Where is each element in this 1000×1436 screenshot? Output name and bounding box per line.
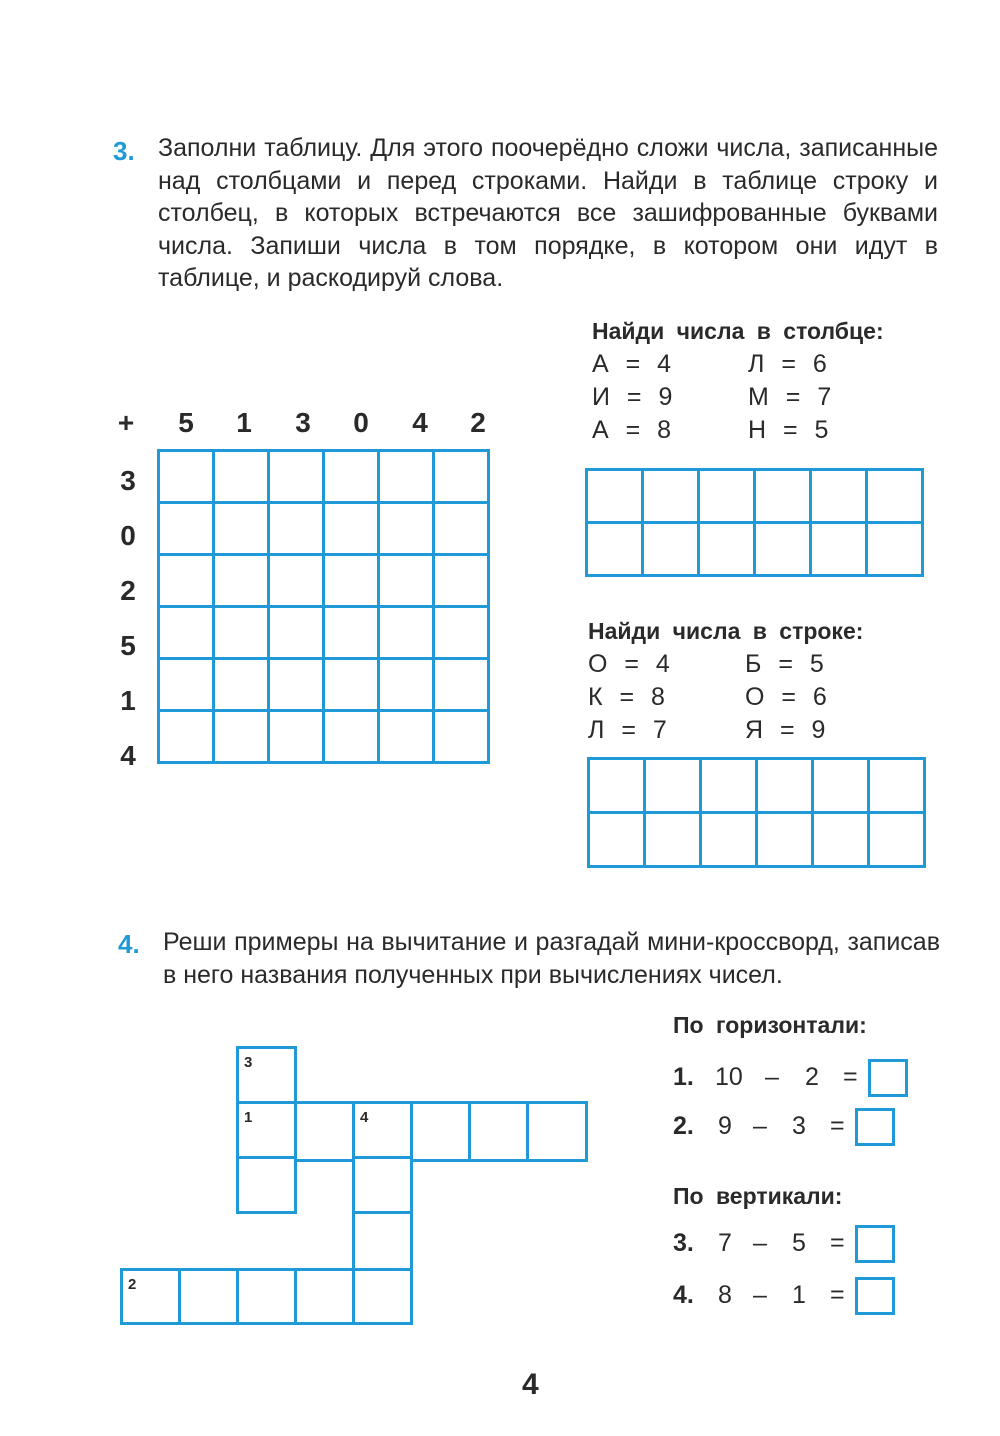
table-cell[interactable]	[324, 607, 379, 659]
clue-number: 4.	[673, 1280, 694, 1309]
addition-table[interactable]	[157, 449, 490, 764]
answer-cell[interactable]	[589, 759, 645, 813]
column-header: 0	[353, 407, 369, 438]
column-header: 5	[178, 407, 194, 438]
table-cell[interactable]	[214, 711, 269, 763]
row-header: 3	[120, 465, 136, 496]
clue-operand: 2	[805, 1062, 819, 1091]
answer-cell[interactable]	[811, 470, 867, 523]
task-3-text: Заполни таблицу. Для этого поочерёдно сложи числа, записанные над столбцами и перед строками. Найди в таблице строку и столбец, в которых встречаются все зашифрованные буквами числа. Запиши числа в том порядке, в котором они идут в таблице, и раскодируй слова.	[158, 134, 938, 292]
clue-operand: 8	[718, 1280, 732, 1309]
table-cell[interactable]	[379, 711, 434, 763]
column-answer-grid[interactable]	[585, 468, 924, 577]
answer-box[interactable]	[855, 1108, 895, 1146]
crossword-cell[interactable]	[236, 1046, 297, 1107]
table-row	[587, 470, 923, 523]
answer-cell[interactable]	[587, 470, 643, 523]
table-cell[interactable]	[269, 711, 324, 763]
table-cell[interactable]	[379, 451, 434, 503]
vertical-title: По вертикали:	[673, 1183, 843, 1209]
crossword-cell[interactable]	[352, 1268, 413, 1325]
table-cell[interactable]	[214, 659, 269, 711]
crossword-cell[interactable]	[352, 1156, 413, 1214]
clue-equals: =	[830, 1228, 845, 1257]
answer-cell[interactable]	[867, 523, 923, 576]
code-entry: К = 8	[588, 683, 665, 711]
table-cell[interactable]	[324, 451, 379, 503]
code-row	[592, 416, 828, 445]
table-row	[159, 555, 489, 607]
table-row	[589, 759, 925, 813]
clue-number: 1.	[673, 1062, 694, 1091]
table-row	[159, 451, 489, 503]
crossword-cell[interactable]	[352, 1101, 413, 1162]
crossword-clue-number: 4	[360, 1109, 369, 1126]
table-cell[interactable]	[379, 503, 434, 555]
table-row	[587, 523, 923, 576]
table-cell[interactable]	[269, 555, 324, 607]
row-header: 1	[120, 685, 136, 716]
table-cell[interactable]	[269, 659, 324, 711]
answer-cell[interactable]	[811, 523, 867, 576]
answer-cell[interactable]	[869, 759, 925, 813]
clue-row	[673, 1059, 908, 1097]
crossword-cell[interactable]	[120, 1268, 181, 1325]
column-header: 2	[470, 407, 486, 438]
crossword-cell[interactable]	[294, 1101, 355, 1162]
answer-cell[interactable]	[589, 813, 645, 867]
code-row	[592, 350, 827, 379]
code-row	[592, 383, 831, 412]
clue-operand: 9	[718, 1111, 732, 1140]
answer-cell[interactable]	[869, 813, 925, 867]
crossword-cell[interactable]	[526, 1101, 588, 1162]
row-answer-grid[interactable]	[587, 757, 926, 868]
task-4-text: Реши примеры на вычитание и разгадай мини-кроссворд, записав в него названия полученных при вычислениях чисел.	[163, 928, 940, 989]
answer-cell[interactable]	[701, 813, 757, 867]
row-search-title: Найди числа в строке:	[588, 618, 864, 644]
table-cell[interactable]	[214, 555, 269, 607]
clue-row	[673, 1108, 895, 1146]
row-header: 2	[120, 575, 136, 606]
answer-cell[interactable]	[813, 813, 869, 867]
clue-equals: =	[843, 1062, 858, 1091]
answer-cell[interactable]	[699, 523, 755, 576]
table-cell[interactable]	[434, 607, 489, 659]
code-entry: А = 8	[592, 416, 672, 444]
column-header: 4	[412, 407, 428, 438]
code-row	[588, 716, 825, 745]
table-cell[interactable]	[159, 451, 214, 503]
table-cell[interactable]	[159, 555, 214, 607]
clue-operand: 1	[792, 1280, 806, 1309]
answer-cell[interactable]	[699, 470, 755, 523]
clue-equals: =	[830, 1111, 845, 1140]
table-cell[interactable]	[214, 607, 269, 659]
answer-cell[interactable]	[755, 523, 811, 576]
table-cell[interactable]	[269, 503, 324, 555]
table-cell[interactable]	[434, 451, 489, 503]
clue-operand: 10	[715, 1062, 743, 1091]
crossword-cell[interactable]	[236, 1101, 297, 1162]
table-row	[159, 711, 489, 763]
clue-operator: –	[765, 1062, 779, 1091]
table-cell[interactable]	[324, 555, 379, 607]
answer-cell[interactable]	[643, 523, 699, 576]
column-header: 3	[295, 407, 311, 438]
code-row	[588, 683, 827, 712]
task-3-number: 3.	[113, 136, 135, 166]
table-cell[interactable]	[159, 607, 214, 659]
table-cell[interactable]	[379, 555, 434, 607]
answer-cell[interactable]	[645, 759, 701, 813]
table-cell[interactable]	[214, 451, 269, 503]
horizontal-title: По горизонтали:	[673, 1012, 867, 1038]
answer-cell[interactable]	[757, 813, 813, 867]
code-entry: О = 4	[588, 650, 670, 678]
answer-cell[interactable]	[587, 523, 643, 576]
clue-row	[673, 1225, 895, 1263]
table-row	[159, 607, 489, 659]
row-header: 0	[120, 520, 136, 551]
table-cell[interactable]	[379, 659, 434, 711]
code-entry: Л = 6	[748, 350, 827, 378]
plus-sign: +	[117, 407, 135, 438]
code-entry: Я = 9	[745, 716, 826, 744]
crossword-clue-number: 2	[128, 1276, 137, 1293]
crossword-cell[interactable]	[410, 1101, 471, 1162]
clue-operator: –	[753, 1280, 767, 1309]
answer-cell[interactable]	[813, 759, 869, 813]
crossword-cell[interactable]	[236, 1156, 297, 1214]
table-cell[interactable]	[434, 711, 489, 763]
task-4-number: 4.	[118, 929, 140, 959]
table-cell[interactable]	[379, 607, 434, 659]
table-cell[interactable]	[269, 451, 324, 503]
clue-row	[673, 1277, 895, 1315]
crossword-clue-number: 1	[244, 1109, 253, 1126]
code-entry: Л = 7	[588, 716, 667, 744]
code-entry: О = 6	[745, 683, 827, 711]
clue-operand: 5	[792, 1228, 806, 1257]
crossword-cell[interactable]	[236, 1268, 297, 1325]
answer-cell[interactable]	[643, 470, 699, 523]
answer-cell[interactable]	[701, 759, 757, 813]
crossword-cell[interactable]	[178, 1268, 239, 1325]
table-cell[interactable]	[434, 659, 489, 711]
answer-cell[interactable]	[645, 813, 701, 867]
clue-number: 3.	[673, 1228, 694, 1257]
answer-cell[interactable]	[757, 759, 813, 813]
code-row	[588, 650, 824, 679]
row-header: 5	[120, 630, 136, 661]
answer-box[interactable]	[855, 1277, 895, 1315]
answer-box[interactable]	[868, 1059, 908, 1097]
clue-equals: =	[830, 1280, 845, 1309]
crossword-clue-number: 3	[244, 1054, 253, 1071]
code-entry: И = 9	[592, 383, 673, 411]
table-row	[159, 659, 489, 711]
page-number: 4	[522, 1368, 539, 1401]
crossword-cell[interactable]	[294, 1268, 355, 1325]
clue-number: 2.	[673, 1111, 694, 1140]
code-entry: А = 4	[592, 350, 672, 378]
table-cell[interactable]	[269, 607, 324, 659]
table-cell[interactable]	[324, 711, 379, 763]
clue-operand: 7	[718, 1228, 732, 1257]
table-cell[interactable]	[159, 659, 214, 711]
crossword-cell[interactable]	[352, 1211, 413, 1271]
clue-operand: 3	[792, 1111, 806, 1140]
column-header: 1	[236, 407, 252, 438]
table-cell[interactable]	[324, 659, 379, 711]
table-cell[interactable]	[434, 503, 489, 555]
answer-cell[interactable]	[867, 470, 923, 523]
row-header: 4	[120, 740, 136, 771]
code-entry: М = 7	[748, 383, 832, 411]
answer-box[interactable]	[855, 1225, 895, 1263]
table-cell[interactable]	[214, 503, 269, 555]
clue-operator: –	[753, 1111, 767, 1140]
table-cell[interactable]	[324, 503, 379, 555]
table-cell[interactable]	[434, 555, 489, 607]
crossword-cell[interactable]	[468, 1101, 529, 1162]
table-row	[589, 813, 925, 867]
table-cell[interactable]	[159, 503, 214, 555]
table-cell[interactable]	[159, 711, 214, 763]
code-entry: Н = 5	[748, 416, 829, 444]
answer-cell[interactable]	[755, 470, 811, 523]
code-entry: Б = 5	[745, 650, 824, 678]
column-search-title: Найди числа в столбце:	[592, 318, 884, 344]
table-row	[159, 503, 489, 555]
clue-operator: –	[753, 1228, 767, 1257]
